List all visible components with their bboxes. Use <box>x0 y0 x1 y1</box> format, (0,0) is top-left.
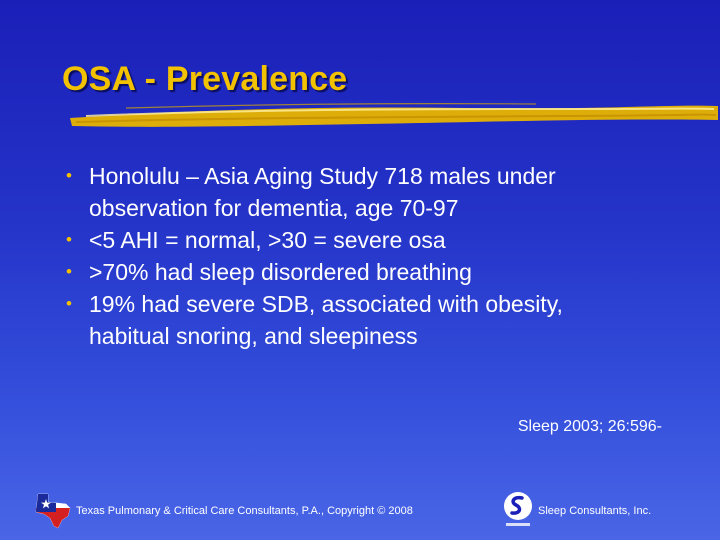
bullet-text: <5 AHI = normal, >30 = severe osa <box>89 227 446 253</box>
bullet-text: >70% had sleep disordered breathing <box>89 259 472 285</box>
brush-underline-decoration <box>66 100 720 132</box>
bullet-dot-icon: • <box>66 230 72 249</box>
footer-right <box>500 490 700 530</box>
slide-title: OSA - Prevalence <box>62 60 348 98</box>
reference-citation: Sleep 2003; 26:596- <box>517 418 662 435</box>
bullet-item <box>64 224 649 256</box>
bullet-dot-icon: • <box>66 166 72 185</box>
footer-copyright-text: Texas Pulmonary & Critical Care Consultants, P.A., Copyright © 2008 <box>76 505 413 517</box>
footer-org-text: Sleep Consultants, Inc. <box>538 505 652 517</box>
bullet-item <box>64 288 649 352</box>
bullet-dot-icon: • <box>66 294 72 313</box>
sleep-consultants-logo-icon <box>500 490 536 530</box>
bullet-text: 19% had severe SDB, associated with obesity, habitual snoring, and sleepiness <box>89 291 563 349</box>
texas-flag-map-icon <box>32 490 74 530</box>
bullet-item <box>64 160 649 224</box>
bullet-text: Honolulu – Asia Aging Study 718 males under observation for dementia, age 70-97 <box>89 163 556 221</box>
bullet-list <box>64 160 649 352</box>
bullet-dot-icon: • <box>66 262 72 281</box>
bullet-item <box>64 256 649 288</box>
footer-left <box>32 490 472 530</box>
